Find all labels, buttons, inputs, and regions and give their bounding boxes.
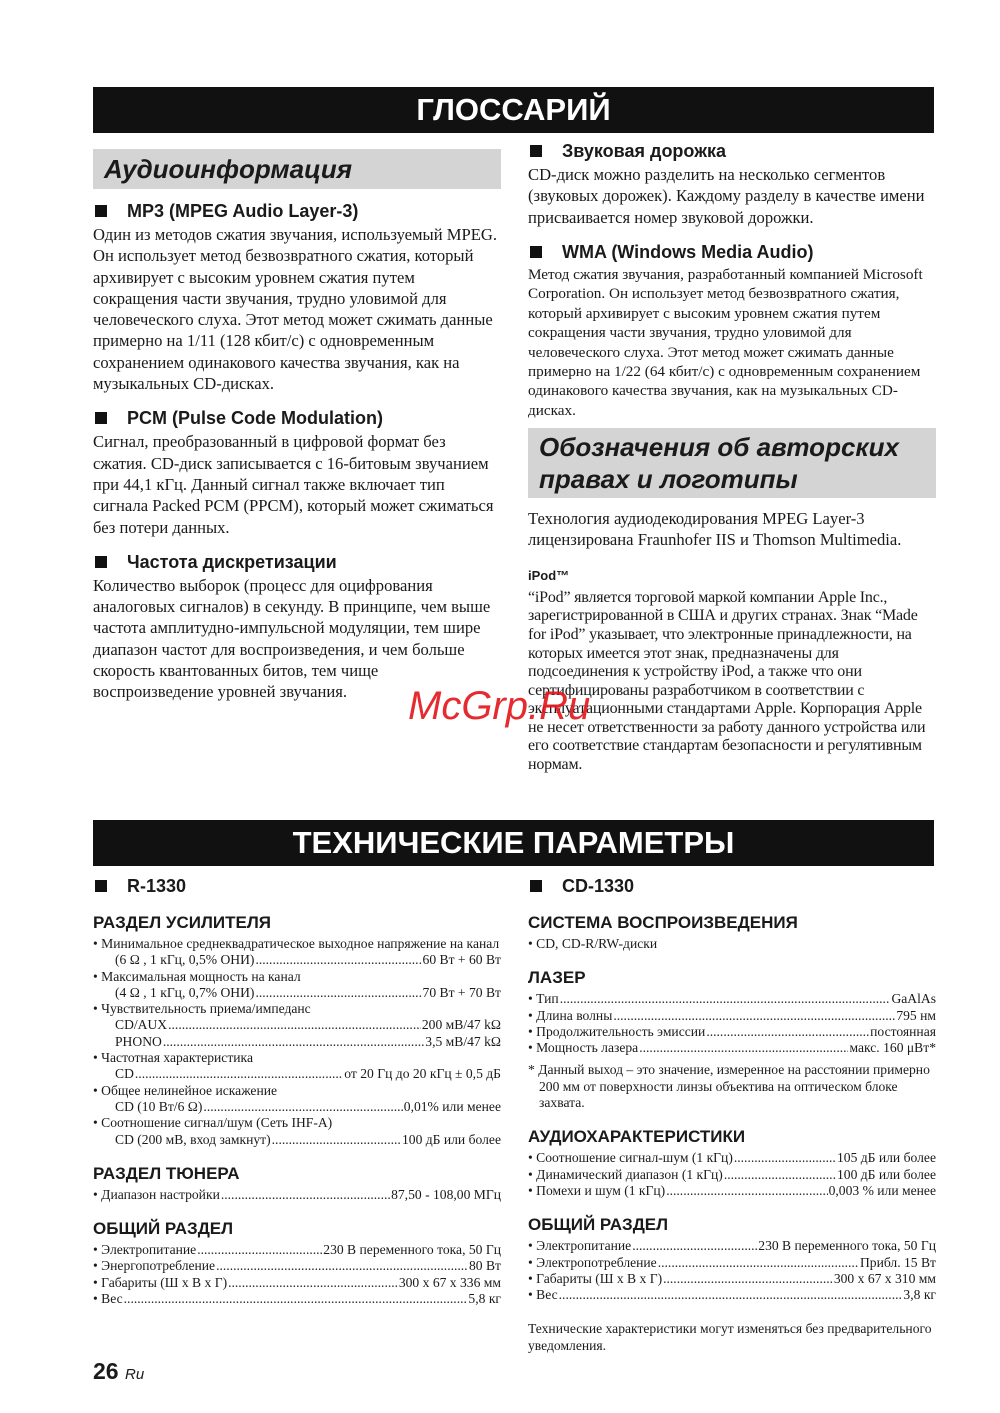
spec-row	[93, 1275, 501, 1291]
spec-value: от 20 Гц до 20 кГц ± 0,5 дБ	[344, 1066, 501, 1082]
bullet-icon: •	[93, 1186, 102, 1202]
spec-row	[93, 952, 501, 968]
leader-dots	[272, 1132, 401, 1148]
spec-label	[528, 1271, 662, 1287]
spec-row	[528, 1287, 936, 1303]
model-heading	[93, 876, 501, 897]
spec-row	[93, 1034, 501, 1050]
spec-label-text: Мощность лазера	[536, 1040, 639, 1056]
spec-section-heading: ОБЩИЙ РАЗДЕЛ	[528, 1215, 669, 1235]
spec-label-text: Соотношение сигнал-шум (1 кГц)	[536, 1150, 733, 1166]
spec-label	[528, 1167, 723, 1183]
spec-value: 3,5 мВ/47 kΩ	[425, 1033, 501, 1049]
spec-item-text: Частотная характеристика	[101, 1050, 253, 1066]
spec-section-heading: АУДИОХАРАКТЕРИСТИКИ	[528, 1127, 746, 1147]
copyright-heading: Обозначения об авторских правах и логотипы	[528, 428, 936, 498]
leader-dots	[135, 1066, 343, 1082]
term-definition: Метод сжатия звучания, разработанный компанией Microsoft Corporation. Он использует метод безвозвратного сжатия, который архивирует с высоким уровнем сжатия путем сокращения части звучания, трудно уловимой для человеческого слуха. Этот метод может сжимать данные примерно на 1/22 (64 кбит/с) с одновременным сохранением одинакового качества звучания, как на музыкальных CD-дисках.	[528, 265, 923, 419]
glossary-term-heading	[93, 408, 501, 429]
spec-label-text: Длина волны	[536, 1007, 613, 1023]
glossary-left-column	[93, 149, 501, 703]
spec-label-text: CD	[115, 1066, 134, 1082]
glossary-term-heading	[528, 141, 936, 162]
spec-label-text: CD (200 мВ, вход замкнут)	[115, 1131, 271, 1147]
spec-label	[93, 1291, 123, 1307]
specs-title: ТЕХНИЧЕСКИЕ ПАРАМЕТРЫ	[93, 820, 934, 866]
spec-label-text: Продолжительность эмиссии	[536, 1023, 706, 1039]
spec-label	[115, 1034, 162, 1050]
spec-section-heading: СИСТЕМА ВОСПРОИЗВЕДЕНИЯ	[528, 913, 798, 932]
spec-label	[115, 1017, 167, 1033]
spec-label-text: Тип	[536, 991, 559, 1007]
leader-dots	[168, 1017, 421, 1033]
term-name: MP3 (MPEG Audio Layer-3)	[127, 201, 359, 221]
spec-label-text: Диапазон настройки	[101, 1186, 220, 1202]
leader-dots	[639, 1040, 848, 1056]
leader-dots	[203, 1099, 402, 1115]
glossary-term-heading	[93, 201, 501, 222]
spec-label-text: CD (10 Вт/6 Ω)	[115, 1098, 203, 1114]
spec-label	[528, 1024, 705, 1040]
spec-label	[93, 1242, 196, 1258]
leader-dots	[197, 1242, 322, 1258]
term-definition: Количество выборок (процесс для оцифрования аналоговых сигналов) в секунду. В принципе, чем выше частота амплитудно-импульсной модуляции, тем шире диапазон частот для воспроизведения, и чем больше скорость квантованных битов, тем чище воспроизведение уровней звучания.	[93, 575, 491, 702]
spec-row	[93, 1099, 501, 1115]
bullet-icon: •	[528, 1287, 537, 1303]
glossary-term-heading	[528, 242, 936, 263]
spec-item-text: Общее нелинейное искажение	[101, 1082, 278, 1098]
spec-value: 80 Вт	[469, 1258, 501, 1274]
spec-value: Прибл. 15 Вт	[859, 1254, 936, 1270]
spec-row	[528, 1040, 936, 1056]
leader-dots	[124, 1291, 468, 1307]
spec-value: GaAlAs	[891, 991, 936, 1007]
spec-section-heading: РАЗДЕЛ УСИЛИТЕЛЯ	[93, 913, 271, 932]
spec-value: 0,01% или менее	[403, 1098, 501, 1114]
bullet-icon: •	[528, 1007, 537, 1023]
glossary-term-heading	[93, 552, 501, 573]
model-heading	[528, 876, 936, 897]
spec-label	[528, 1287, 558, 1303]
leader-dots	[632, 1238, 757, 1254]
spec-section-heading: РАЗДЕЛ ТЮНЕРА	[93, 1163, 240, 1183]
bullet-icon: •	[93, 1274, 102, 1290]
bullet-icon: •	[528, 1166, 537, 1182]
spec-row	[528, 1167, 936, 1183]
bullet-icon: •	[93, 1291, 102, 1307]
leader-dots	[221, 1187, 390, 1203]
spec-label	[528, 1255, 657, 1271]
spec-item-heading: • Частотная характеристика	[93, 1050, 253, 1066]
spec-label	[115, 1066, 134, 1082]
spec-bullet-text: CD, CD-R/RW-диски	[536, 936, 658, 951]
specs-r1330	[93, 862, 501, 1307]
square-bullet-icon	[95, 205, 107, 217]
square-bullet-icon	[530, 880, 542, 892]
spec-label	[115, 952, 254, 968]
leader-dots	[255, 952, 421, 968]
model-name: CD-1330	[562, 876, 635, 896]
spec-section-heading: ОБЩИЙ РАЗДЕЛ	[93, 1219, 234, 1239]
bullet-icon: •	[528, 1254, 537, 1270]
page-num: 26	[93, 1358, 119, 1384]
term-name: Звуковая дорожка	[562, 141, 726, 161]
spec-item-text: Максимальная мощность на канал	[101, 968, 301, 984]
spec-label-text: PHONO	[115, 1033, 162, 1049]
spec-value: 70 Вт + 70 Вт	[422, 984, 501, 1000]
leader-dots	[163, 1034, 424, 1050]
spec-row	[528, 1150, 936, 1166]
spec-label-text: CD/AUX	[115, 1017, 168, 1033]
spec-value: макс. 160 μВт*	[849, 1040, 936, 1056]
leader-dots	[724, 1167, 836, 1183]
spec-value: 300 x 67 x 336 мм	[398, 1274, 501, 1290]
term-name: PCM (Pulse Code Modulation)	[127, 408, 383, 429]
spec-label-text: Помехи и шум (1 кГц)	[536, 1182, 666, 1198]
watermark: McGrp.Ru	[408, 684, 591, 728]
spec-row	[93, 1291, 501, 1307]
spec-bullet: • CD, CD-R/RW-диски	[528, 936, 658, 951]
spec-row	[93, 1017, 501, 1033]
spec-row	[93, 1132, 501, 1148]
bullet-icon: •	[528, 1040, 537, 1056]
leader-dots	[666, 1183, 827, 1199]
spec-item-text: Чувствительность приема/импеданс	[101, 1001, 311, 1017]
spec-value: 230 В переменного тока, 50 Гц	[758, 1238, 936, 1254]
spec-label-text: Электропитание	[101, 1242, 197, 1258]
spec-row	[528, 1183, 936, 1199]
square-bullet-icon	[530, 246, 542, 258]
term-definition: Один из методов сжатия звучания, используемый MPEG. Он использует метод безвозвратного сжатия, который архивирует с высоким уровнем сжатия путем сокращения части звучания, трудно уловимой для человеческого слуха. Этот метод может сжимать данные примерно на 1/11 (128 кбит/с) с одновременным сохранением одинакового качества звучания, как на музыкальных CD-дисках.	[93, 225, 497, 394]
spec-value: 5,8 кг	[468, 1291, 501, 1307]
spec-item-heading: • Общее нелинейное искажение	[93, 1082, 278, 1098]
spec-value: 100 дБ или более	[401, 1131, 501, 1147]
spec-label	[528, 1183, 665, 1199]
model-name: R-1330	[127, 876, 187, 896]
term-name: Частота дискретизации	[127, 551, 337, 572]
spec-row	[528, 991, 936, 1007]
leader-dots	[706, 1024, 869, 1040]
spec-label	[528, 1150, 733, 1166]
spec-row	[528, 1255, 936, 1271]
ipod-heading: iPod™	[528, 567, 570, 583]
spec-row	[528, 1238, 936, 1254]
spec-label	[528, 1008, 612, 1024]
spec-label-text: Динамический диапазон (1 кГц)	[536, 1166, 723, 1182]
bullet-icon: •	[528, 1270, 537, 1286]
audio-info-heading: Аудиоинформация	[93, 149, 501, 189]
spec-value: 60 Вт + 60 Вт	[422, 952, 501, 968]
leader-dots	[560, 991, 891, 1007]
spec-item-text: Соотношение сигнал/шум (Сеть IHF-A)	[101, 1115, 333, 1131]
spec-row	[93, 1187, 501, 1203]
square-bullet-icon	[95, 880, 107, 892]
leader-dots	[216, 1258, 468, 1274]
spec-note: * Данный выход – это значение, измеренное на расстоянии примерно 200 мм от поверхности линзы объектива на оптическом блоке захвата.	[528, 1062, 930, 1111]
spec-label	[93, 1187, 220, 1203]
spec-label-text: Вес	[536, 1287, 558, 1303]
spec-label-text: Электропотребление	[536, 1254, 657, 1270]
specs-footnote: Технические характеристики могут изменяться без предварительного уведомления.	[528, 1321, 932, 1353]
spec-item-text: Минимальное среднеквадратическое выходное напряжение на канал	[101, 936, 500, 951]
spec-label	[93, 1275, 227, 1291]
specs-cd1330	[528, 862, 936, 1354]
spec-value: 87,50 - 108,00 МГц	[391, 1186, 501, 1202]
bullet-icon: •	[528, 1182, 537, 1198]
spec-row	[93, 985, 501, 1001]
spec-row	[93, 1258, 501, 1274]
spec-label-text: Вес	[101, 1291, 123, 1307]
spec-label	[115, 1099, 202, 1115]
spec-row	[93, 1242, 501, 1258]
spec-label-text: Энергопотребление	[101, 1258, 216, 1274]
square-bullet-icon	[95, 556, 107, 568]
spec-row	[528, 1271, 936, 1287]
spec-value: 230 В переменного тока, 50 Гц	[323, 1242, 501, 1258]
spec-label	[528, 1040, 638, 1056]
copyright-text: Технология аудиодекодирования MPEG Layer-3 лицензирована Fraunhofer IIS и Thomson Multimedia.	[528, 509, 902, 550]
glossary-title: ГЛОССАРИЙ	[93, 87, 934, 133]
bullet-icon: •	[528, 991, 537, 1007]
term-definition: Сигнал, преобразованный в цифровой формат без сжатия. CD-диск записывается с 16-битовым звучанием при 44,1 кГц. Данный сигнал также включает тип сигнала Packed PCM (PPCM), который может сжиматься без потери данных.	[93, 432, 494, 537]
leader-dots	[613, 1008, 895, 1024]
spec-item-heading: • Чувствительность приема/импеданс	[93, 1001, 311, 1017]
spec-label-text: (4 Ω , 1 кГц, 0,7% ОНИ)	[115, 984, 255, 1000]
spec-item-heading: • Соотношение сигнал/шум (Сеть IHF-A)	[93, 1115, 333, 1131]
spec-label-text: (6 Ω , 1 кГц, 0,5% ОНИ)	[115, 952, 255, 968]
square-bullet-icon	[530, 145, 542, 157]
spec-value: 105 дБ или более	[836, 1150, 936, 1166]
spec-value: 795 нм	[896, 1007, 936, 1023]
term-name: WMA (Windows Media Audio)	[562, 241, 814, 262]
leader-dots	[658, 1255, 859, 1271]
spec-value: 300 x 67 x 310 мм	[833, 1270, 936, 1286]
spec-value: 100 дБ или более	[836, 1166, 936, 1182]
spec-section-heading: ЛАЗЕР	[528, 968, 586, 988]
bullet-icon: •	[93, 1258, 102, 1274]
page-number	[93, 1358, 144, 1385]
leader-dots	[734, 1150, 836, 1166]
spec-label-text: Электропитание	[536, 1238, 632, 1254]
square-bullet-icon	[95, 412, 107, 424]
spec-value: 3,8 кг	[903, 1287, 936, 1303]
spec-label-text: Габариты (Ш x В x Г)	[536, 1270, 663, 1286]
bullet-icon: •	[528, 1023, 537, 1039]
bullet-icon: •	[93, 1242, 102, 1258]
spec-label-text: Габариты (Ш x В x Г)	[101, 1274, 228, 1290]
spec-label	[115, 1132, 271, 1148]
spec-value: 0,003 % или менее	[828, 1182, 936, 1198]
spec-item-heading: • Минимальное среднеквадратическое выходное напряжение на канал	[93, 936, 500, 951]
spec-row	[528, 1008, 936, 1024]
page-lang: Ru	[124, 1366, 145, 1383]
bullet-icon: •	[528, 1238, 537, 1254]
leader-dots	[228, 1275, 398, 1291]
glossary-right-column	[528, 127, 936, 775]
spec-row	[528, 1024, 936, 1040]
leader-dots	[663, 1271, 833, 1287]
ipod-text: “iPod” является торговой маркой компании Apple Inc., зарегистрированной в США и других странах. Знак “Made for iPod” указывает, что электронные принадлежности, на которых имеется этот знак, предназначены для подсоединения к устройству iPod, а также что они сертифицированы разработчиком в соответствии с эксплуатационными стандартами Apple. Корпорация Apple не несет ответственности за работу данного устройства или его соответствие стандартам безопасности и регулятивным нормам.	[528, 588, 926, 774]
spec-item-heading: • Максимальная мощность на канал	[93, 968, 301, 984]
spec-label	[115, 985, 254, 1001]
spec-value: 200 мВ/47 kΩ	[421, 1017, 501, 1033]
spec-label	[528, 1238, 631, 1254]
bullet-icon: •	[528, 1150, 537, 1166]
leader-dots	[255, 985, 421, 1001]
leader-dots	[559, 1287, 903, 1303]
spec-value: постоянная	[870, 1023, 936, 1039]
term-definition: CD-диск можно разделить на несколько сегментов (звуковых дорожек). Каждому разделу в качестве имени присваивается номер звуковой дорожки.	[528, 165, 925, 227]
spec-label	[528, 991, 559, 1007]
spec-label	[93, 1258, 215, 1274]
spec-row	[93, 1066, 501, 1082]
